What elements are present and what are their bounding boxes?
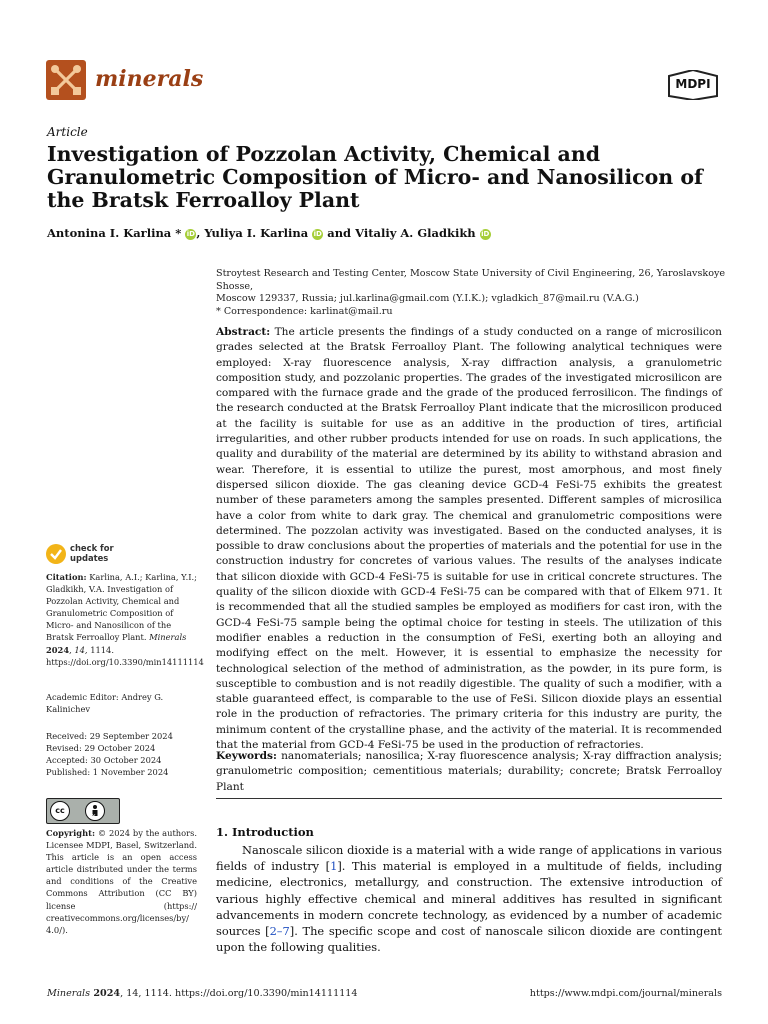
check-for-updates-badge[interactable]: check for updates: [46, 542, 126, 570]
revised-date: Revised: 29 October 2024: [46, 743, 156, 754]
section-heading: 1. Introduction: [216, 825, 314, 839]
cc-by-license-badge[interactable]: [46, 798, 120, 824]
reference-link[interactable]: 2–7: [269, 924, 290, 939]
footer-citation: Minerals 2024, 14, 1114. https://doi.org/10.3390/min14111114: [47, 988, 358, 999]
journal-url[interactable]: https://www.mdpi.com/journal/minerals: [529, 988, 722, 999]
cc-icon: cc: [50, 801, 70, 821]
orcid-icon[interactable]: iD: [313, 230, 322, 238]
author-2[interactable]: Yuliya I. Karlina: [204, 226, 309, 240]
divider: [216, 798, 722, 799]
academic-editor: Academic Editor: Andrey G. Kalinichev: [46, 692, 164, 715]
by-label: BY: [88, 814, 96, 820]
dates: [46, 730, 198, 778]
abstract-label: Abstract:: [216, 326, 271, 338]
check-updates-icon: [46, 544, 66, 564]
publisher-name: MDPI: [675, 77, 711, 91]
corresponding-mark: *: [171, 226, 182, 240]
abstract-text: The article presents the findings of a study conducted on a range of microsilicon grades selected at the Bratsk Ferroalloy Plant. The following analytical techniques were employed: X-ray fluorescence analysis, X-ray diffraction analysis, a granulometric composition study, and pozzolanic properties. The grades of the investigated microsilicon are compared with the furnace grade and the grade of the produced ferrosilicon. The findings of the research conducted at the Bratsk Ferroalloy Plant indicate that the microsilicon produced at the facility is suitable for use as an additive in the production of tires, artificial irregularities, and other rubber products intended for use on roads. In such applications, the quality and durability of the material are determined by its ability to withstand abrasion and wear. Therefore, it is essential to utilize the purest, most amorphous, and most finely dispersed silicon dioxide. The gas cleaning device GCD-4 FeSi-75 exhibits the greatest number of these parameters among the samples presented. Different samples of microsilica have a color from white to dark gray. The chemical and granulometric compositions were determined. The pozzolan activity was investigated. Based on the conducted analyses, it is possible to draw conclusions about the properties of materials and the potential for use in the construction industry for concretes of various values. The results of the analyses indicate that silicon dioxide with GCD-4 FeSi-75 is suitable for use in critical concrete structures. The quality of the silicon dioxide with GCD-4 FeSi-75 can be compared with that of Elkem 971. It is recommended that all the studied samples be employed as modifiers for cast iron, with the GCD-4 FeSi-75 sample being the optimal choice for testing in steels. The utilization of this modifier enables a reduction in the consumption of FeSi, exerting both an alloying and modifying effect on the melt. However, it is essential to emphasize the necessity for technological selection of the method of administration, as the powder, in its pure form, is susceptible to combustion and is not readily digestible. The quality of such a modifier, with a stable guaranteed effect, is comparable to the use of FeSi. Silicon dioxide plays an essential role in the production of refractories. The primary criteria for this industry are purity, the minimum content of the crystalline phase, and the activity of the material. It is recommended that the material from GCD-4 FeSi-75 be used in the production of refractories.: [216, 326, 722, 752]
copyright: Copyright: © 2024 by the authors. Licensee MDPI, Basel, Switzerland. This article is an open access article distributed under the terms and conditions of the Creative Commons Attribution (CC BY) license (https:// creativecommons.org/licenses/by/ 4.0/).: [46, 828, 197, 935]
intro-paragraph: Nanoscale silicon dioxide is a material with a wide range of applications in various fields of industry [1]. This material is employed in a multitude of fields, including medicine, electronics, metallurgy, and construction. The extensive introduction of various highly effective chemical and mineral additives has resulted in significant advancements in modern concrete technology, as evidenced by a number of academic sources [2–7]. The specific scope and cost of nanoscale silicon dioxide are contingent upon the following qualities.: [216, 843, 722, 955]
received-date: Received: 29 September 2024: [46, 731, 173, 741]
article-type: Article: [47, 125, 88, 139]
affiliation-line: Stroytest Research and Testing Center, Moscow State University of Civil Engineering, 26, Yaroslavskoye Shosse,: [216, 268, 726, 292]
doi-link[interactable]: 1114. https://doi.org/10.3390/min14111114: [46, 644, 204, 667]
reference-link[interactable]: 1: [330, 859, 338, 874]
orcid-icon[interactable]: iD: [186, 230, 195, 238]
orcid-icon[interactable]: iD: [481, 230, 490, 238]
citation: Citation: Karlina, A.I.; Karlina, Y.I.; Gladkikh, V.A. Investigation of Pozzolan Activity, Chemical and Granulometric Composition of Micro- and Nanosilicon of the Bratsk Ferroalloy Plant. Minerals 2024, 14, 1114. https://doi.org/10.3390/min14111114: [46, 572, 204, 667]
keywords-text: nanomaterials; nanosilica; X-ray fluorescence analysis; X-ray diffraction analysis; granulometric composition; cementitious materials; durability; concrete; Bratsk Ferroalloy Plant: [216, 750, 722, 793]
author-1[interactable]: Antonina I. Karlina: [47, 226, 172, 240]
keywords: [216, 749, 722, 795]
accepted-date: Accepted: 30 October 2024: [46, 755, 162, 766]
affiliation-line: Moscow 129337, Russia; jul.karlina@gmail.com (Y.I.K.); vgladkich_87@mail.ru (V.A.G.): [216, 293, 639, 305]
journal-logo: [46, 60, 86, 100]
abstract: [216, 325, 722, 753]
crossed-tools-icon: [46, 60, 86, 100]
author-list: Antonina I. Karlina * iD, Yuliya I. Karlina iD and Vitaliy A. Gladkikh iD: [47, 226, 490, 240]
affiliation: [216, 268, 726, 318]
journal-name: minerals: [95, 66, 204, 92]
mdpi-logo: [665, 70, 721, 98]
correspondence: * Correspondence: karlinat@mail.ru: [216, 305, 393, 317]
author-3[interactable]: Vitaliy A. Gladkikh: [355, 226, 476, 240]
published-date: Published: 1 November 2024: [46, 767, 169, 778]
article-title: Investigation of Pozzolan Activity, Chemical and Granulometric Composition of Micro- and Nanosilicon of the Bratsk Ferroalloy Plant: [47, 142, 703, 212]
keywords-label: Keywords:: [216, 750, 277, 762]
